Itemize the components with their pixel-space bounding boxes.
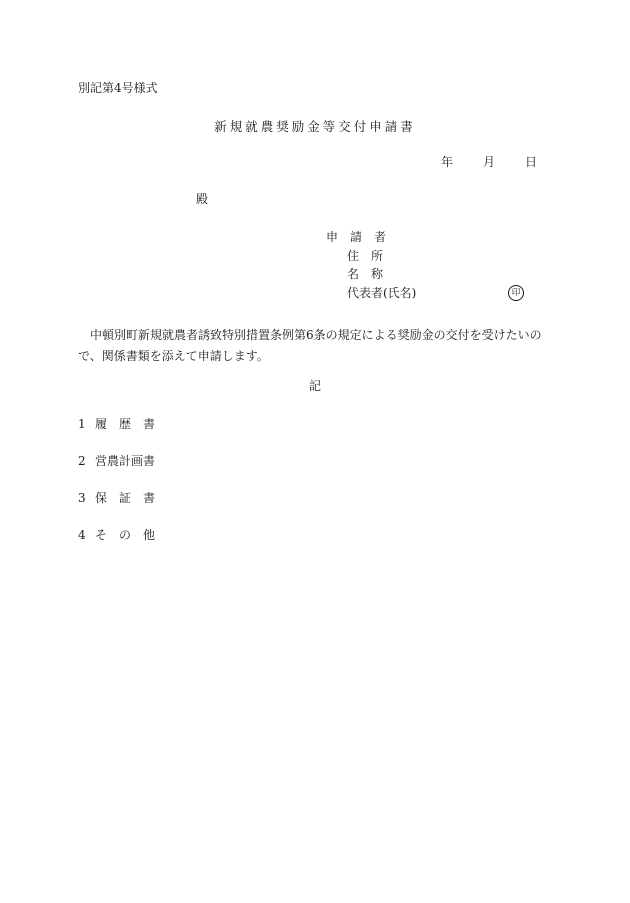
applicant-heading: 申 請 者: [326, 230, 387, 244]
attachment-label: 営農計画書: [95, 454, 156, 468]
attachment-item: [78, 418, 155, 430]
year-label: 年: [441, 155, 454, 169]
representative-label: 代表者(氏名): [347, 285, 417, 300]
form-number: 別記第4号様式: [78, 81, 158, 95]
month-label: 月: [483, 155, 496, 169]
application-statement: 中頓別町新規就農者誘致特別措置条例第6条の規定による奨励金の交付を受けたいので、関係書類を添えて申請します。: [78, 328, 542, 363]
document-title: 新規就農奨励金等交付申請書: [214, 119, 416, 134]
ki-heading: 記: [308, 379, 321, 393]
attachment-item: [78, 455, 155, 467]
attachment-number: 4: [78, 528, 86, 542]
attachment-label: そ の 他: [95, 528, 156, 542]
seal-mark: 印: [508, 285, 524, 301]
day-label: 日: [525, 155, 538, 169]
attachment-number: 3: [78, 491, 86, 505]
name-label: 名 称: [347, 267, 384, 281]
attachment-item: [78, 492, 155, 504]
attachment-number: 2: [78, 454, 86, 468]
addressee-honorific: 殿: [196, 192, 209, 206]
date-line: [441, 156, 537, 168]
attachment-label: 履 歴 書: [95, 417, 156, 431]
address-label: 住 所: [347, 248, 384, 263]
attachment-item: [78, 529, 155, 541]
attachment-number: 1: [78, 417, 86, 431]
attachment-label: 保 証 書: [95, 491, 156, 505]
